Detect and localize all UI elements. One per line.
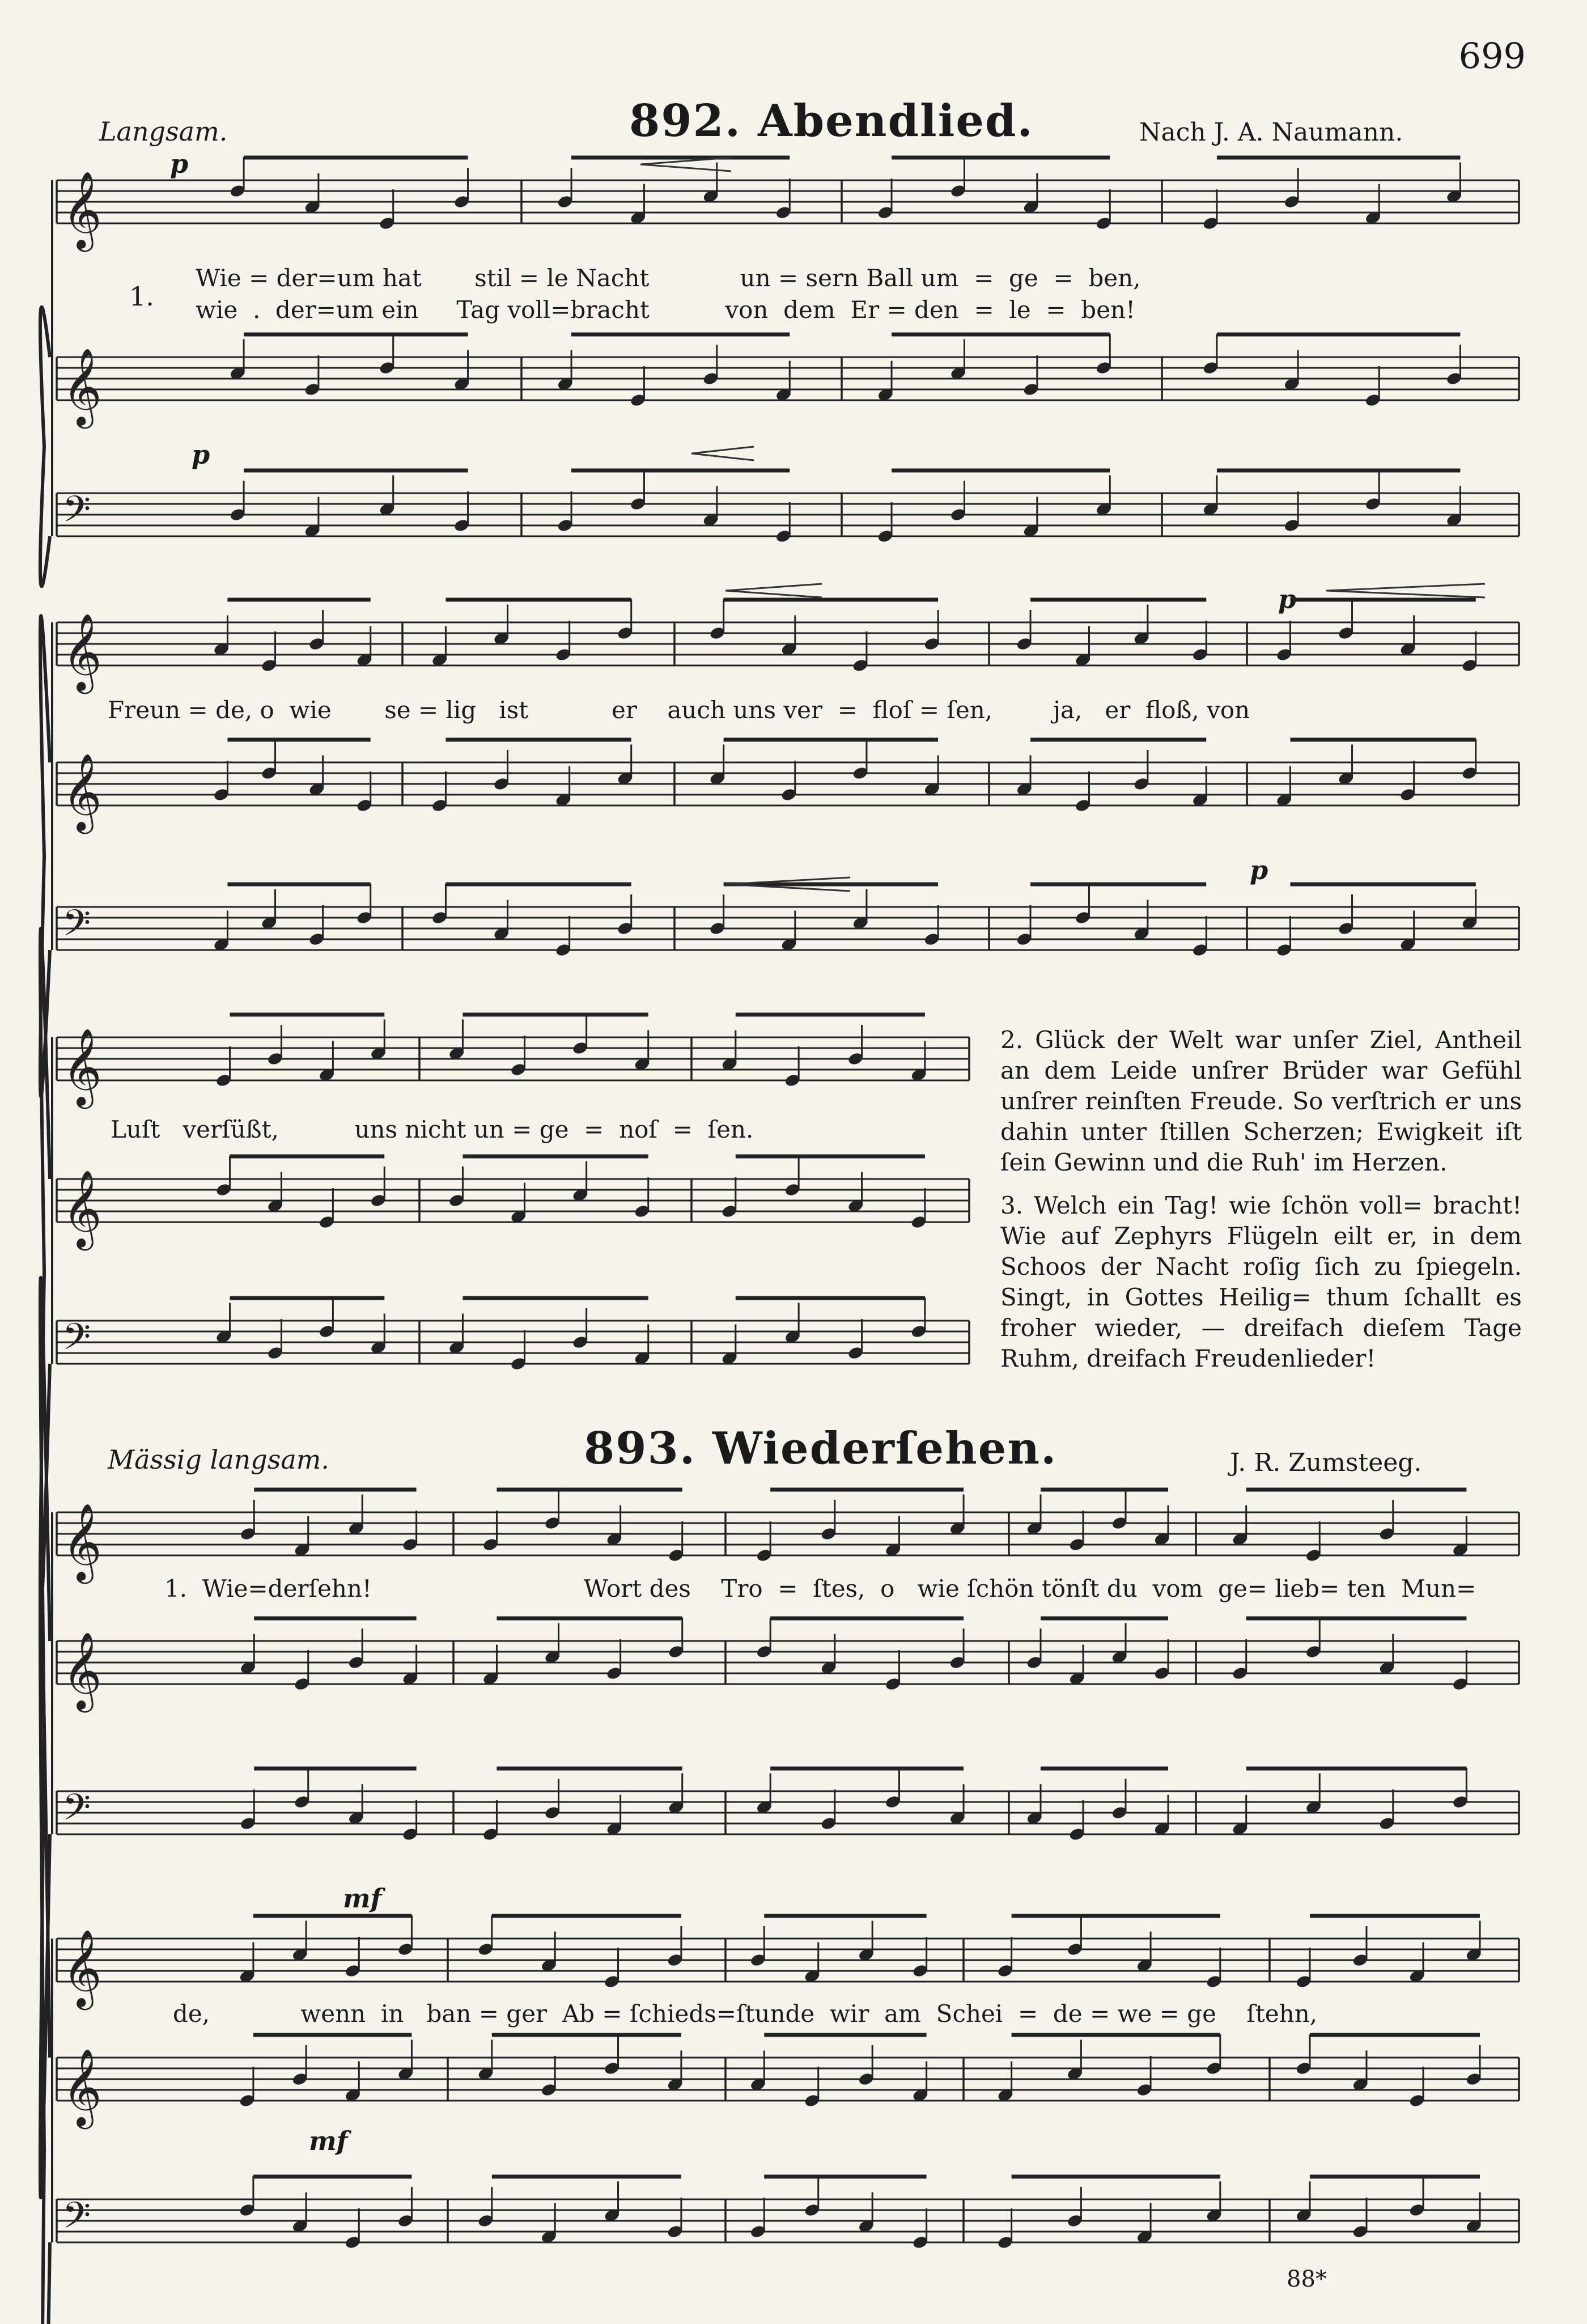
hairpin-icon — [1326, 584, 1485, 597]
staff — [57, 1641, 1519, 1684]
staff — [57, 1791, 1519, 1834]
staff-lines — [57, 180, 1519, 2242]
tempo-892: Langsam. — [99, 116, 228, 147]
brace — [40, 1588, 50, 2324]
staff — [57, 1939, 1519, 1982]
staff — [57, 493, 1519, 536]
dynamic-p-piano: p — [192, 439, 210, 470]
bass-clef-icon: 𝄢 — [62, 489, 91, 540]
verse-number-892: 1. — [129, 281, 154, 312]
clefs — [62, 170, 102, 2246]
treble-clef-icon: 𝄞 — [62, 1928, 102, 2007]
dynamic-p-voice: p — [170, 149, 189, 179]
staff — [57, 2199, 1519, 2242]
treble-clef-icon: 𝄞 — [62, 347, 102, 425]
tempo-893: Mässig langsam. — [108, 1444, 329, 1475]
page-number: 699 — [1458, 35, 1526, 77]
dynamic-p-row2-piano: p — [1250, 855, 1268, 885]
brace — [40, 307, 50, 587]
dynamic-mf-piano: mf — [309, 2126, 348, 2156]
bass-clef-icon: 𝄢 — [62, 902, 91, 953]
treble-clef-icon: 𝄞 — [62, 1631, 102, 1709]
footer-signature: 88* — [1287, 2266, 1327, 2292]
lyrics-892-line2: wie . der=um ein Tag voll=bracht von dem Er = den = le = ben! — [196, 296, 1135, 324]
treble-clef-icon: 𝄞 — [62, 1027, 102, 1105]
staff — [57, 1321, 969, 1364]
dynamic-p-row2: p — [1278, 584, 1297, 614]
hairpin-icon — [691, 447, 754, 460]
composer-893: J. R. Zumsteeg. — [1230, 1448, 1422, 1477]
treble-clef-icon: 𝄞 — [62, 1169, 102, 1247]
title-893: 893. Wiederſehen. — [584, 1423, 1058, 1474]
treble-clef-icon: 𝄞 — [62, 2047, 102, 2126]
bass-clef-icon: 𝄢 — [62, 1787, 91, 1838]
treble-clef-icon: 𝄞 — [62, 612, 102, 690]
hairpin-icon — [725, 584, 822, 597]
composer-892: Nach J. A. Naumann. — [1139, 118, 1403, 147]
staff — [57, 1512, 1519, 1555]
treble-clef-icon: 𝄞 — [62, 1502, 102, 1580]
lyrics-892-row3: Luſt verſüßt, uns nicht un = ge = noſ = ſen. — [111, 1116, 754, 1143]
bass-clef-icon: 𝄢 — [62, 1316, 91, 1367]
lyrics-893-row2: de, wenn in ban = ger Ab = ſchieds=ſtunde wir am Schei = de = we = ge ſtehn, — [173, 2000, 1318, 2028]
treble-clef-icon: 𝄞 — [62, 752, 102, 830]
bass-clef-icon: 𝄢 — [62, 2195, 91, 2246]
verse-2: 2. Glück der Welt war unſer Ziel, Antheil an dem Leide unſrer Brüder war Gefühl unſrer reinſten Freude. So verſtrich er uns dahin unter ſtillen Scherzen; Ewigkeit iſt ſein Gewinn und die Ruh' im Herzen. — [1000, 1026, 1522, 1176]
lyrics-892-row2: Freun = de, o wie se = lig ist er auch uns ver = floſ = ſen, ja, er floß, von — [108, 696, 1250, 724]
title-892: 892. Abendlied. — [629, 95, 1034, 147]
staff — [57, 1037, 969, 1080]
system-braces — [40, 180, 52, 2324]
treble-clef-icon: 𝄞 — [62, 170, 102, 248]
lyrics-892-line1: Wie = der=um hat stil = le Nacht un = sern Ball um = ge = ben, — [196, 264, 1141, 292]
verse-3: 3. Welch ein Tag! wie ſchön voll= bracht! Wie auf Zephyrs Flügeln eilt er, in dem Schoos der Nacht roſig ſich zu ſpiegeln. Singt, in Gottes Heilig= thum ſchallt es froher wieder, — dreifach dieſem Tage Ruhm, dreifach Freudenlieder! — [1000, 1191, 1522, 1372]
notes — [213, 157, 1482, 2249]
lyrics-893-row1: 1. Wie=derſehn! Wort des Tro = ſtes, o wie ſchön tönſt du vom ge= lieb= ten Mun= — [164, 1575, 1476, 1602]
dynamic-mf-voice: mf — [343, 1883, 382, 1914]
staff — [57, 180, 1519, 223]
staff — [57, 2058, 1519, 2101]
